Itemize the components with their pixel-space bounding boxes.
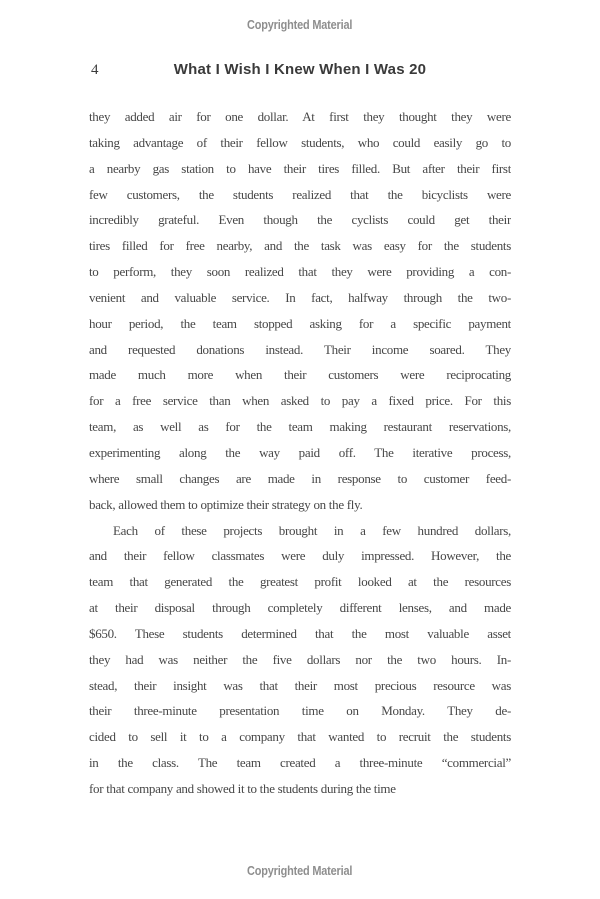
text-line: Each of these projects brought in a few hundred dollars, [113,522,511,538]
body-text [89,104,511,802]
text-line: for a free service than when asked to pay a fixed price. For this [89,393,511,409]
text-line: hour period, the team stopped asking for a specific payment [89,315,511,331]
text-line: to perform, they soon realized that they were providing a con- [89,264,511,280]
text-line: where small changes are made in response to customer feed- [89,470,511,486]
copyright-notice-bottom [0,863,600,878]
text-line: made much more when their customers were reciprocating [89,367,511,383]
text-line: taking advantage of their fellow students, who could easily go to [89,134,511,150]
text-line: venient and valuable service. In fact, halfway through the two- [89,289,511,305]
copyright-notice-top-text: Copyrighted Material [247,17,353,32]
text-line: their three-minute presentation time on Monday. They de- [89,703,511,719]
text-line: they added air for one dollar. At first they thought they were [89,109,511,124]
text-line: stead, their insight was that their most precious resource was [89,677,511,693]
text-line: team, as well as for the team making restaurant reservations, [89,419,511,435]
text-line: in the class. The team created a three-minute “commercial” [89,755,511,771]
text-line: experimenting along the way paid off. The iterative process, [89,444,511,460]
text-line: cided to sell it to a company that wanted to recruit the students [89,729,511,745]
text-line: and requested donations instead. Their income soared. They [89,341,511,357]
paragraph [89,518,511,802]
text-line: back, allowed them to optimize their strategy on the fly. [89,496,363,512]
running-header [89,61,511,81]
text-line: incredibly grateful. Even though the cyclists could get their [89,212,511,228]
running-head-title: What I Wish I Knew When I Was 20 [173,61,427,78]
text-line: a nearby gas station to have their tires filled. But after their first [89,160,511,176]
paragraph [89,104,511,518]
text-line: for that company and showed it to the students during the time [89,780,396,796]
text-line: $650. These students determined that the most valuable asset [89,625,511,641]
text-line: tires filled for free nearby, and the task was easy for the students [89,238,511,254]
copyright-notice-top [0,17,600,32]
page-number: 4 [91,62,99,78]
text-line: team that generated the greatest profit looked at the resources [89,574,511,590]
text-line: few customers, the students realized that the bicyclists were [89,186,511,202]
copyright-notice-bottom-text: Copyrighted Material [247,863,353,878]
text-line: at their disposal through completely different lenses, and made [89,600,511,616]
text-line: and their fellow classmates were duly impressed. However, the [89,548,511,564]
text-line: they had was neither the five dollars nor the two hours. In- [89,651,511,667]
